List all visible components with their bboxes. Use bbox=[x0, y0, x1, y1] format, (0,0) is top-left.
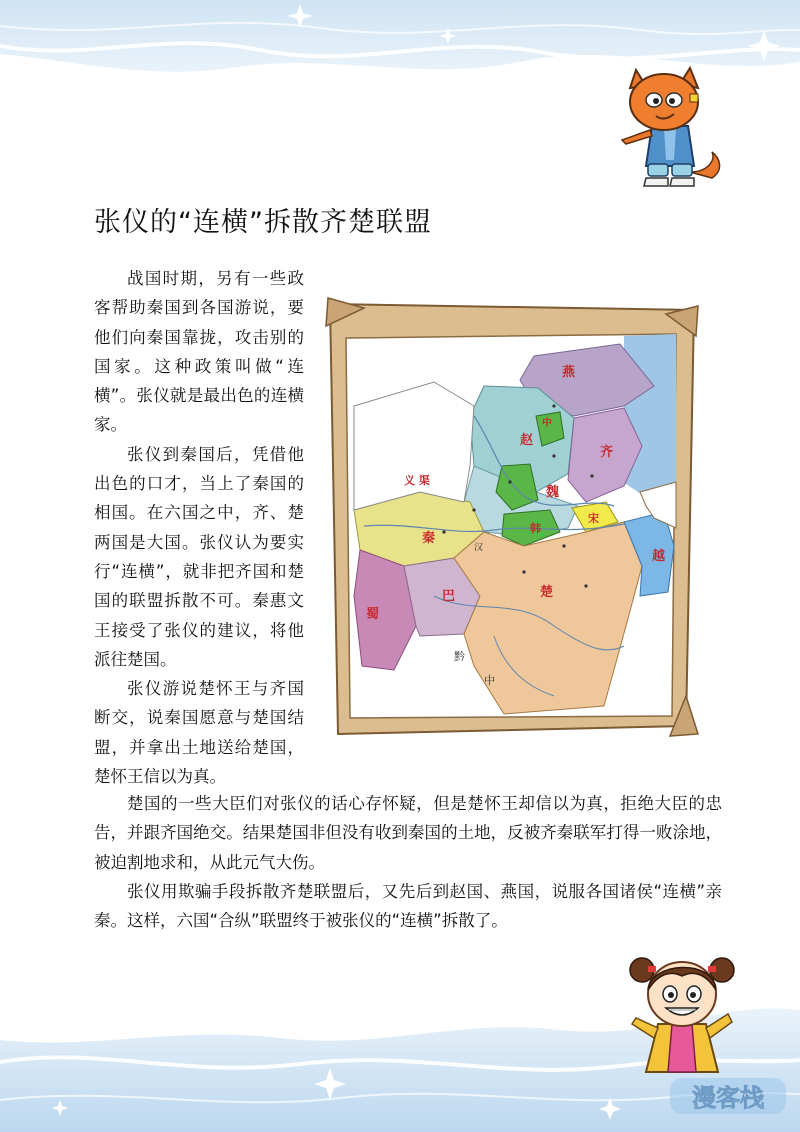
map-label-yue: 越 bbox=[652, 549, 666, 564]
paragraph: 张仪用欺骗手段拆散齐楚联盟后，又先后到赵国、燕国，说服各国诸侯“连横”亲秦。这样，六国“合纵”联盟终于被张仪的“连横”拆散了。 bbox=[94, 881, 722, 931]
cat-mascot-illustration bbox=[616, 60, 726, 190]
map-label-han-river: 汉 bbox=[474, 543, 484, 553]
map-label-ba: 巴 bbox=[442, 589, 456, 604]
paragraph: 张仪游说楚怀王与齐国断交，说秦国愿意与楚国结盟，并拿出土地送给楚国，楚怀王信以为真。 bbox=[94, 679, 304, 787]
map-label-qian: 黔 bbox=[454, 650, 465, 663]
region-yiqu bbox=[354, 382, 474, 510]
map-label-qin: 秦 bbox=[422, 531, 436, 546]
map-label-yiqu: 义 渠 bbox=[404, 474, 430, 487]
paragraph: 战国时期，另有一些政客帮助秦国到各国游说，要他们向秦国靠拢，攻击别的国家。这种政策叫做“连横”。张仪就是最出色的连横家。 bbox=[94, 269, 304, 435]
map-label-chu: 楚 bbox=[540, 585, 554, 600]
watermark-text: 漫客栈 bbox=[692, 1084, 764, 1112]
map-label-wei: 魏 bbox=[546, 485, 560, 500]
girl-mascot-illustration bbox=[628, 948, 736, 1080]
full-text-section bbox=[94, 789, 722, 935]
map-label-han: 韩 bbox=[530, 522, 541, 535]
paragraph: 张仪到秦国后，凭借他出色的口才，当上了秦国的相国。在六国之中，齐、楚两国是大国。张仪认为要实行“连横”，就非把齐国和楚国的联盟拆散不可。秦惠文王接受了张仪的建议，将他派往楚国。 bbox=[94, 444, 304, 669]
left-text-column bbox=[94, 264, 304, 791]
map-label-qi: 齐 bbox=[600, 445, 614, 460]
map-label-song: 宋 bbox=[588, 512, 599, 525]
watermark-logo bbox=[668, 1074, 788, 1118]
map-label-zhongshan: 中 bbox=[542, 418, 552, 429]
warring-states-map bbox=[324, 296, 700, 742]
paragraph: 楚国的一些大臣们对张仪的话心存怀疑，但是楚怀王却信以为真，拒绝大臣的忠告，并跟齐国绝交。结果楚国非但没有收到秦国的土地，反被齐秦联军打得一败涂地，被迫割地求和，从此元气大伤。 bbox=[94, 794, 722, 872]
map-label-zhao: 赵 bbox=[520, 433, 534, 448]
page-title: 张仪的“连横”拆散齐楚联盟 bbox=[94, 207, 432, 238]
map-label-shu: 蜀 bbox=[366, 607, 380, 622]
map-surface bbox=[346, 334, 676, 718]
map-label-zhong: 中 bbox=[484, 674, 495, 687]
map-label-yan: 燕 bbox=[562, 365, 576, 380]
